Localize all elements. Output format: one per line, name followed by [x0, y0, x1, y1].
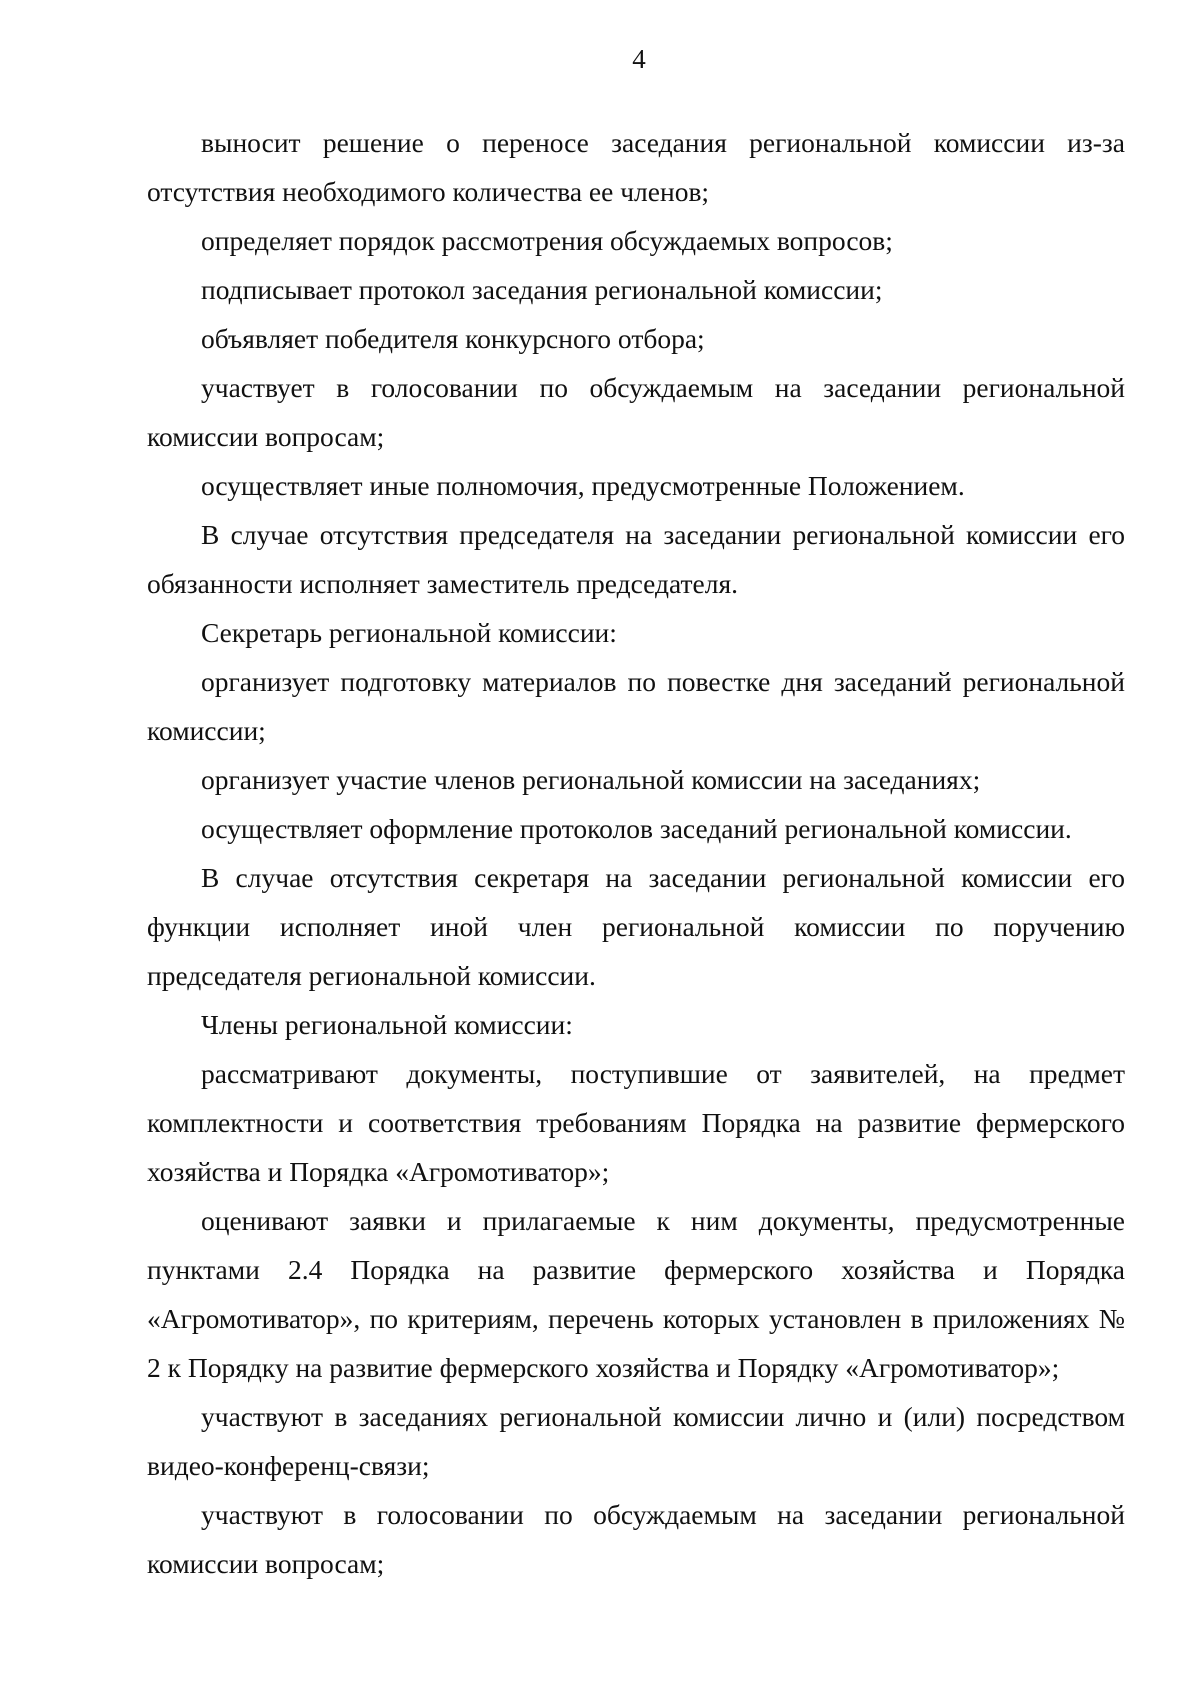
paragraph-17: участвуют в голосовании по обсуждаемым на заседании региональной комиссии вопросам; — [147, 1499, 1125, 1579]
paragraph-2: определяет порядок рассмотрения обсуждаемых вопросов; — [201, 225, 893, 256]
page-number: 4 — [632, 44, 646, 74]
paragraph-3: подписывает протокол заседания региональной комиссии; — [201, 274, 883, 305]
paragraph-15: оценивают заявки и прилагаемые к ним документы, предусмотренные пунктами 2.4 Порядка на развитие фермерского хозяйства и Порядка «Агромотиватор», по критериям, перечень которых установлен в приложениях № 2 к Порядку на развитие фермерского хозяйства и Порядку «Агромотиватор»; — [147, 1205, 1125, 1383]
paragraph-8: Секретарь региональной комиссии: — [201, 617, 617, 648]
paragraph-9: организует подготовку материалов по повестке дня заседаний региональной комиссии; — [147, 666, 1125, 746]
paragraph-5: участвует в голосовании по обсуждаемым на заседании региональной комиссии вопросам; — [147, 372, 1125, 452]
paragraph-7: В случае отсутствия председателя на заседании региональной комиссии его обязанности исполняет заместитель председателя. — [147, 519, 1125, 599]
paragraph-11: осуществляет оформление протоколов заседаний региональной комиссии. — [201, 813, 1072, 844]
paragraph-13: Члены региональной комиссии: — [201, 1009, 573, 1040]
paragraph-16: участвуют в заседаниях региональной комиссии лично и (или) посредством видео-конференц-связи; — [147, 1401, 1125, 1481]
paragraph-6: осуществляет иные полномочия, предусмотренные Положением. — [201, 470, 965, 501]
paragraph-12: В случае отсутствия секретаря на заседании региональной комиссии его функции исполняет иной член региональной комиссии по поручению председателя региональной комиссии. — [147, 862, 1125, 991]
paragraph-4: объявляет победителя конкурсного отбора; — [201, 323, 705, 354]
paragraph-14: рассматривают документы, поступившие от заявителей, на предмет комплектности и соответствия требованиям Порядка на развитие фермерского хозяйства и Порядка «Агромотиватор»; — [147, 1058, 1125, 1187]
document-body — [147, 118, 1125, 1588]
paragraph-1: выносит решение о переносе заседания региональной комиссии из-за отсутствия необходимого количества ее членов; — [147, 127, 1125, 207]
paragraph-10: организует участие членов региональной комиссии на заседаниях; — [201, 764, 981, 795]
